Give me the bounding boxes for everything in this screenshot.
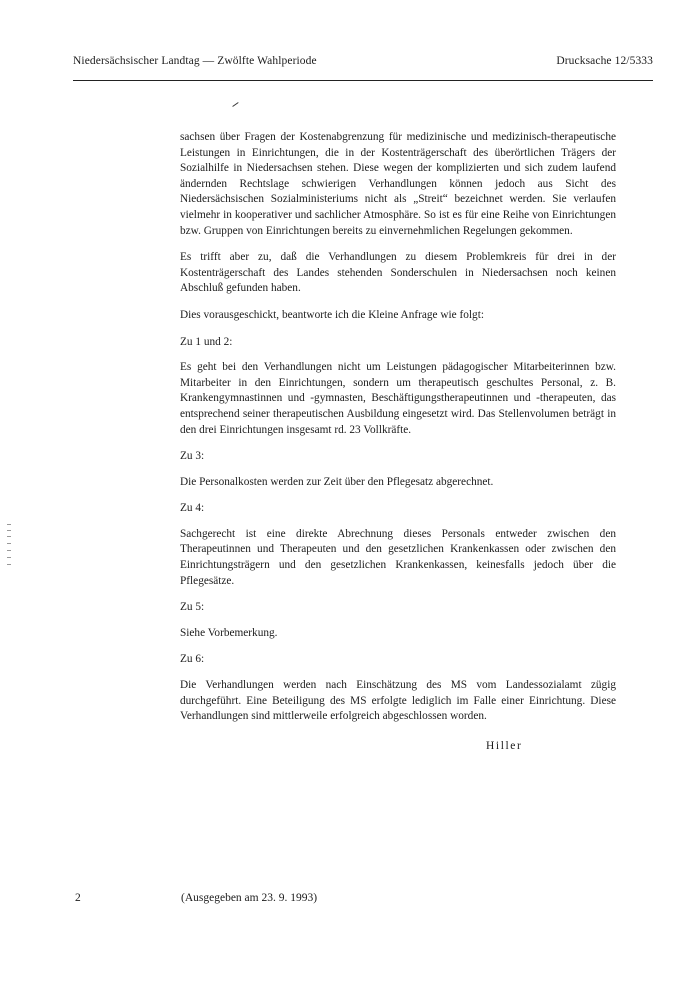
document-number: Drucksache 12/5333 [556, 55, 653, 67]
answer-label-5: Zu 5: [180, 601, 205, 614]
answer-5: Siehe Vorbemerkung. [180, 626, 278, 639]
answer-label-1-2: Zu 1 und 2: [180, 335, 233, 348]
paragraph-negotiations: Es trifft aber zu, daß die Verhandlungen zu diesem Problemkreis für drei in der Kostenträgerschaft des Landes stehenden Sonderschulen in Niedersachsen noch keinen Abschluß gefunden haben. [180, 251, 616, 295]
answer-1-2: Es geht bei den Verhandlungen nicht um Leistungen pädagogischer Mitarbeiterinnen bzw. Mitarbeiter in den Einrichtungen, sondern um therapeutisch geschultes Personal, z. B. Krankengymnastinnen und -gymnasten, Beschäftigungstherapeutinnen und -therapeuten, das entsprechend seiner therapeutischen Ausbildung eingesetzt wird. Das Stellenvolumen beträgt in den drei Einrichtungen insgesamt rd. 23 Vollkräfte. [180, 361, 616, 436]
answer-label-3: Zu 3: [180, 450, 205, 463]
answer-label-6: Zu 6: [180, 653, 205, 666]
header-rule [73, 80, 653, 81]
signature: Hiller [486, 740, 523, 752]
page-number: 2 [75, 892, 81, 904]
answer-3: Die Personalkosten werden zur Zeit über den Pflegesatz abgerechnet. [180, 475, 494, 488]
margin-marks [5, 524, 13, 570]
issue-date: (Ausgegeben am 23. 9. 1993) [181, 892, 318, 904]
answer-label-4: Zu 4: [180, 502, 205, 515]
paragraph-intro: sachsen über Fragen der Kostenabgrenzung für medizinische und medizinisch-therapeutische Leistungen in Einrichtungen, die in der Kostenträgerschaft des überörtlichen Trägers der Sozialhilfe in Niedersachsen stehen. Diese wegen der komplizierten und sich zudem laufend ändernden Rechtslage schwierigen Verhandlungen können jedoch aus Sicht des Niedersächsischen Sozialministeriums nicht als „Streit“ bezeichnet werden. Sie verlaufen vielmehr in kooperativer und sachlicher Atmosphäre. So ist es für eine Reihe von Einrichtungen bzw. Gruppen von Einrichtungen bereits zu einvernehmlichen Regelungen gekommen. [180, 131, 616, 237]
paragraph-preface: Dies vorausgeschickt, beantworte ich die Kleine Anfrage wie folgt: [180, 308, 484, 321]
header-title: Niedersächsischer Landtag — Zwölfte Wahlperiode [73, 55, 317, 67]
answer-6: Die Verhandlungen werden nach Einschätzung des MS vom Landessozialamt zügig durchgeführt. Eine Beteiligung des MS erfolgte lediglich im Falle einer Einrichtung. Diese Verhandlungen sind mittlerweile erfolgreich abgeschlossen worden. [180, 679, 616, 723]
body-text [180, 130, 616, 736]
answer-4: Sachgerecht ist eine direkte Abrechnung dieses Personals entweder zwischen den Therapeutinnen und Therapeuten und den gesetzlichen Krankenkassen oder zwischen den Einrichtungsträgern und den gesetzlichen Krankenkassen, keinesfalls jedoch über die Pflegesätze. [180, 527, 616, 587]
pen-mark [232, 102, 238, 107]
